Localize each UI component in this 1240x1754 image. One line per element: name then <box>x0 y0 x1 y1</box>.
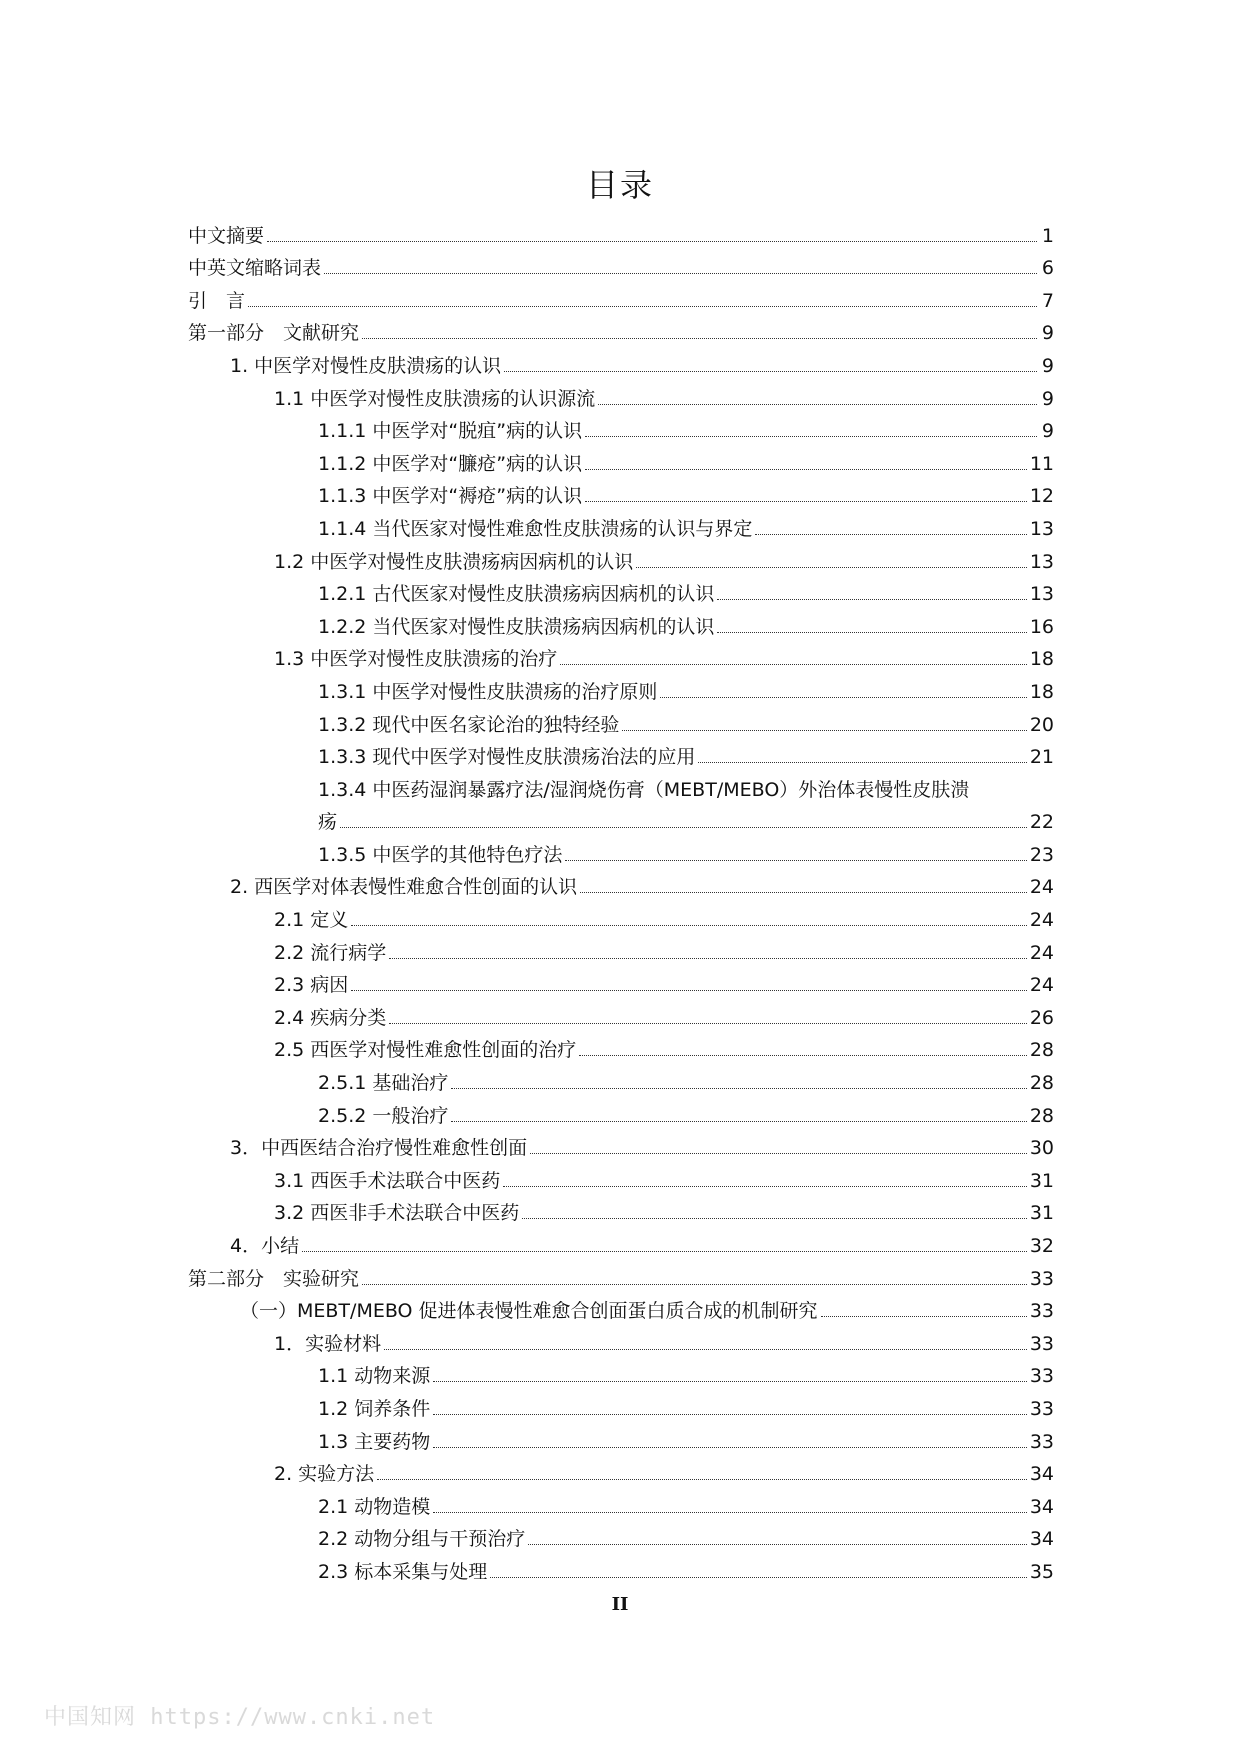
toc-entry[interactable] <box>188 1489 1054 1522</box>
toc-entry-page: 20 <box>1029 713 1054 736</box>
toc-entry[interactable] <box>188 772 1054 837</box>
dot-leader <box>717 599 1026 600</box>
toc-entry-page: 9 <box>1041 354 1054 377</box>
dot-leader <box>522 1218 1027 1219</box>
dot-leader <box>384 1349 1027 1350</box>
toc-entry-page: 22 <box>1029 811 1054 834</box>
dot-leader <box>579 1055 1027 1056</box>
watermark: 中国知网 https://www.cnki.net <box>44 1705 436 1730</box>
toc-entry-title: 1.3.2 现代中医名家论治的独特经验 <box>318 713 620 736</box>
toc-entry-page: 33 <box>1029 1430 1054 1453</box>
dot-leader <box>821 1316 1027 1317</box>
toc-entry[interactable] <box>188 870 1054 903</box>
toc-entry-title: 1.3.5 中医学的其他特色疗法 <box>318 843 563 866</box>
toc-entry-page: 18 <box>1029 680 1054 703</box>
toc-entry-page: 33 <box>1029 1397 1054 1420</box>
toc-entry[interactable] <box>188 414 1054 447</box>
dot-leader <box>362 338 1037 339</box>
toc-entry[interactable] <box>188 1522 1054 1555</box>
toc-entry-page: 9 <box>1041 387 1054 410</box>
toc-entry-page: 23 <box>1029 843 1054 866</box>
toc-entry[interactable] <box>188 1326 1054 1359</box>
toc-entry[interactable] <box>188 511 1054 544</box>
toc-entry-page: 26 <box>1029 1006 1054 1029</box>
toc-entry-title-continued: 疡 <box>318 811 338 834</box>
toc-entry-page: 1 <box>1041 224 1054 247</box>
toc-entry-page: 35 <box>1029 1560 1054 1583</box>
toc-entry-title: 2.4 疾病分类 <box>274 1006 387 1029</box>
toc-entry-page: 24 <box>1029 974 1054 997</box>
table-of-contents <box>188 218 1054 1587</box>
toc-entry-title: 2.2 动物分组与干预治疗 <box>318 1528 526 1551</box>
dot-leader <box>585 436 1037 437</box>
dot-leader <box>248 306 1037 307</box>
toc-entry-title: 1.1.1 中医学对“脱疽”病的认识 <box>318 420 583 443</box>
toc-entry[interactable] <box>188 1163 1054 1196</box>
toc-entry-page: 28 <box>1029 1039 1054 1062</box>
toc-entry-title: 1.2.1 古代医家对慢性皮肤溃疡病因病机的认识 <box>318 583 715 606</box>
toc-entry-page: 30 <box>1029 1137 1054 1160</box>
toc-entry[interactable] <box>188 1131 1054 1164</box>
toc-entry-title: 2.2 流行病学 <box>274 941 387 964</box>
toc-entry-title: 1.2.2 当代医家对慢性皮肤溃疡病因病机的认识 <box>318 615 715 638</box>
toc-entry-title: 1.3 中医学对慢性皮肤溃疡的治疗 <box>274 648 558 671</box>
toc-entry-page: 28 <box>1029 1072 1054 1095</box>
dot-leader <box>717 632 1026 633</box>
toc-entry[interactable] <box>188 1065 1054 1098</box>
toc-entry-title: 2. 实验方法 <box>274 1463 375 1486</box>
dot-leader <box>351 990 1027 991</box>
toc-entry-title: 2.5.1 基础治疗 <box>318 1072 449 1095</box>
toc-entry[interactable] <box>188 283 1054 316</box>
toc-entry[interactable] <box>188 381 1054 414</box>
toc-entry[interactable] <box>188 1359 1054 1392</box>
toc-entry-title: 1.1.2 中医学对“臁疮”病的认识 <box>318 452 583 475</box>
toc-entry-page: 34 <box>1029 1528 1054 1551</box>
toc-entry[interactable] <box>188 479 1054 512</box>
toc-entry-page: 28 <box>1029 1104 1054 1127</box>
toc-entry-page: 33 <box>1029 1332 1054 1355</box>
toc-entry-title: 第一部分 文献研究 <box>188 322 360 345</box>
dot-leader <box>585 501 1027 502</box>
dot-leader <box>340 827 1027 828</box>
dot-leader <box>504 371 1037 372</box>
toc-entry-title: 引 言 <box>188 289 246 312</box>
toc-entry-title: 3.1 西医手术法联合中医药 <box>274 1169 501 1192</box>
dot-leader <box>560 664 1027 665</box>
toc-entry[interactable] <box>188 316 1054 349</box>
toc-entry[interactable] <box>188 544 1054 577</box>
toc-entry-page: 7 <box>1041 289 1054 312</box>
toc-entry[interactable] <box>188 446 1054 479</box>
toc-entry-title: 1.3.3 现代中医学对慢性皮肤溃疡治法的应用 <box>318 746 696 769</box>
toc-entry[interactable] <box>188 348 1054 381</box>
dot-leader <box>362 1284 1027 1285</box>
dot-leader <box>433 1414 1027 1415</box>
toc-entry[interactable] <box>188 1554 1054 1587</box>
dot-leader <box>389 1023 1027 1024</box>
toc-entry[interactable] <box>188 1033 1054 1066</box>
toc-entry[interactable] <box>188 577 1054 610</box>
toc-entry[interactable] <box>188 1294 1054 1327</box>
toc-entry-title: 3.2 西医非手术法联合中医药 <box>274 1202 520 1225</box>
page-number: II <box>611 1594 629 1615</box>
toc-entry-page: 18 <box>1029 648 1054 671</box>
toc-entry-page: 11 <box>1029 452 1054 475</box>
toc-entry-title: 2.3 病因 <box>274 974 349 997</box>
toc-entry-title: 1.2 饲养条件 <box>318 1397 431 1420</box>
toc-entry-page: 13 <box>1029 583 1054 606</box>
dot-leader <box>324 273 1037 274</box>
toc-entry[interactable] <box>188 1391 1054 1424</box>
toc-entry[interactable] <box>188 968 1054 1001</box>
toc-entry-page: 31 <box>1029 1169 1054 1192</box>
toc-entry-title: 1.1.4 当代医家对慢性难愈性皮肤溃疡的认识与界定 <box>318 517 753 540</box>
dot-leader <box>530 1153 1027 1154</box>
toc-entry-title: 2.1 定义 <box>274 909 349 932</box>
toc-entry[interactable] <box>188 1098 1054 1131</box>
dot-leader <box>698 762 1026 763</box>
toc-entry-page: 24 <box>1029 876 1054 899</box>
dot-leader <box>451 1088 1026 1089</box>
toc-entry-title: 2. 西医学对体表慢性难愈合性创面的认识 <box>230 876 578 899</box>
toc-entry-title: 2.1 动物造模 <box>318 1495 431 1518</box>
toc-entry-page: 9 <box>1041 322 1054 345</box>
toc-entry[interactable] <box>188 251 1054 284</box>
dot-leader <box>351 925 1027 926</box>
toc-entry-title: 2.5 西医学对慢性难愈性创面的治疗 <box>274 1039 577 1062</box>
toc-entry-title: 1.1 动物来源 <box>318 1365 431 1388</box>
toc-entry-title: 中文摘要 <box>188 224 265 247</box>
toc-entry-page: 6 <box>1041 257 1054 280</box>
dot-leader <box>622 730 1026 731</box>
toc-entry[interactable] <box>188 707 1054 740</box>
dot-leader <box>565 860 1026 861</box>
toc-entry-page: 21 <box>1029 746 1054 769</box>
toc-entry-page: 34 <box>1029 1463 1054 1486</box>
toc-entry[interactable] <box>188 1228 1054 1261</box>
toc-entry[interactable] <box>188 1000 1054 1033</box>
toc-entry-page: 32 <box>1029 1235 1054 1257</box>
toc-entry[interactable] <box>188 1457 1054 1490</box>
dot-leader <box>755 534 1026 535</box>
toc-entry[interactable] <box>188 218 1054 251</box>
toc-entry[interactable] <box>188 902 1054 935</box>
toc-entry[interactable] <box>188 837 1054 870</box>
toc-entry-page: 31 <box>1029 1202 1054 1225</box>
dot-leader <box>433 1512 1027 1513</box>
toc-entry-title: 2.5.2 一般治疗 <box>318 1104 449 1127</box>
dot-leader <box>451 1121 1026 1122</box>
toc-entry-title: （一）MEBT/MEBO 促进体表慢性难愈合创面蛋白质合成的机制研究 <box>240 1300 818 1323</box>
toc-entry-title: 第二部分 实验研究 <box>188 1267 360 1290</box>
toc-entry[interactable] <box>188 609 1054 642</box>
toc-entry-title: 1.3.4 中医药湿润暴露疗法/湿润烧伤膏（MEBT/MEBO）外治体表慢性皮肤溃 <box>318 778 970 801</box>
toc-entry-page: 24 <box>1029 909 1054 932</box>
toc-entry[interactable] <box>188 1424 1054 1457</box>
dot-leader <box>433 1447 1027 1448</box>
toc-entry-page: 33 <box>1029 1365 1054 1388</box>
toc-entry-title: 1．实验材料 <box>274 1332 382 1355</box>
dot-leader <box>267 241 1037 242</box>
toc-entry-title: 1.3 主要药物 <box>318 1430 431 1453</box>
dot-leader <box>660 697 1026 698</box>
toc-entry[interactable] <box>188 1261 1054 1294</box>
toc-entry-title: 中英文缩略词表 <box>188 257 322 280</box>
page-title: 目录 <box>585 166 654 204</box>
toc-entry-title: 1.1 中医学对慢性皮肤溃疡的认识源流 <box>274 387 596 410</box>
dot-leader <box>433 1381 1027 1382</box>
toc-entry[interactable] <box>188 1196 1054 1229</box>
toc-entry-page: 33 <box>1029 1300 1054 1323</box>
toc-entry[interactable] <box>188 740 1054 773</box>
dot-leader <box>585 469 1027 470</box>
toc-entry-page: 16 <box>1029 615 1054 638</box>
dot-leader <box>302 1251 1027 1252</box>
toc-entry-title: 3．中西医结合治疗慢性难愈性创面 <box>230 1137 528 1160</box>
toc-entry-page: 13 <box>1029 517 1054 540</box>
toc-entry-page: 13 <box>1029 550 1054 573</box>
toc-entry-title: 2.3 标本采集与处理 <box>318 1560 488 1583</box>
dot-leader <box>598 404 1037 405</box>
toc-entry-title: 1.1.3 中医学对“褥疮”病的认识 <box>318 485 583 508</box>
dot-leader <box>389 958 1027 959</box>
dot-leader <box>580 892 1027 893</box>
toc-entry-page: 9 <box>1041 420 1054 443</box>
dot-leader <box>490 1577 1027 1578</box>
dot-leader <box>636 567 1027 568</box>
toc-entry-page: 34 <box>1029 1495 1054 1518</box>
toc-entry-title: 1.3.1 中医学对慢性皮肤溃疡的治疗原则 <box>318 680 658 703</box>
toc-entry-title: 1.2 中医学对慢性皮肤溃疡病因病机的认识 <box>274 550 634 573</box>
toc-entry-title: 4．小结 <box>230 1235 300 1257</box>
toc-entry-page: 12 <box>1029 485 1054 508</box>
toc-entry-page: 24 <box>1029 941 1054 964</box>
toc-entry-title: 1. 中医学对慢性皮肤溃疡的认识 <box>230 354 502 377</box>
toc-entry[interactable] <box>188 642 1054 675</box>
dot-leader <box>528 1544 1027 1545</box>
toc-entry[interactable] <box>188 674 1054 707</box>
dot-leader <box>377 1479 1027 1480</box>
dot-leader <box>503 1186 1027 1187</box>
toc-entry-page: 33 <box>1029 1267 1054 1290</box>
toc-entry[interactable] <box>188 935 1054 968</box>
